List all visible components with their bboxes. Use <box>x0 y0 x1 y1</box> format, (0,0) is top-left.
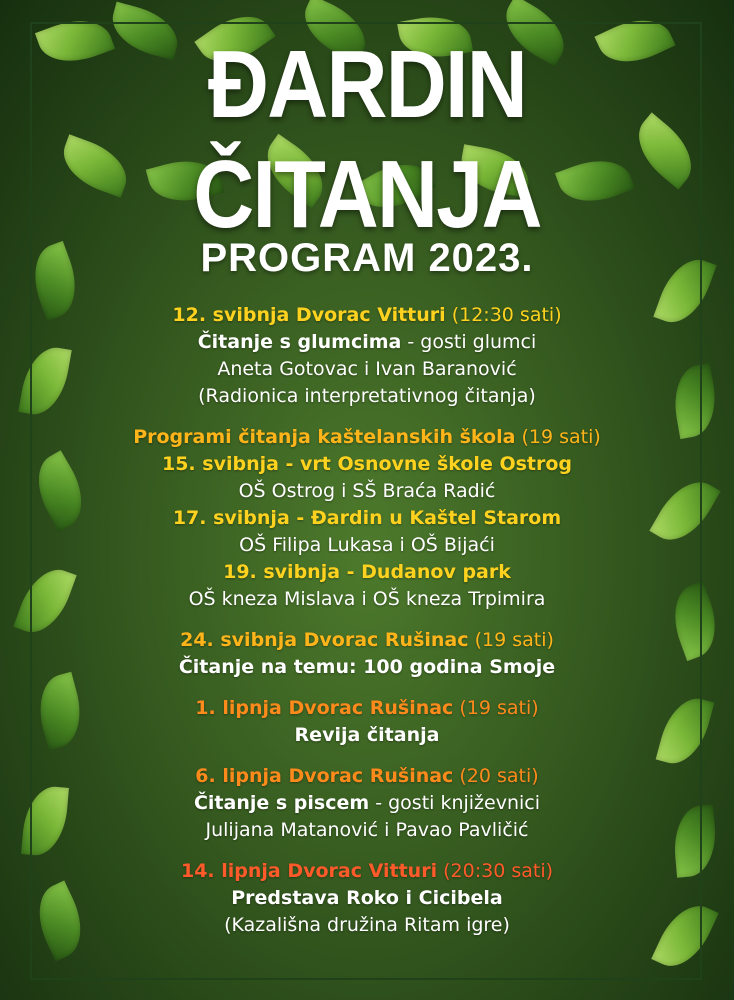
school-event-schools: OŠ Ostrog i SŠ Braća Radić <box>238 480 496 502</box>
event-item <box>100 858 634 939</box>
event-time: (12:30 sati) <box>445 304 562 326</box>
leaf-decoration <box>21 784 69 857</box>
event-activity-detail: - gosti glumci <box>401 331 537 353</box>
leaf-decoration <box>31 672 90 750</box>
leaf-decoration <box>651 895 719 976</box>
event-time: (20 sati) <box>453 765 539 787</box>
leaf-decoration <box>663 581 726 661</box>
event-date-venue: 1. lipnja Dvorac Rušinac <box>195 697 454 719</box>
leaf-decoration <box>26 880 94 961</box>
leaf-decoration <box>656 692 715 770</box>
leaf-decoration <box>18 343 72 419</box>
event-activity <box>100 790 634 817</box>
school-event-date: 15. svibnja - vrt Osnovne škole Ostrog <box>161 453 573 475</box>
event-time: (19 sati) <box>468 629 554 651</box>
school-event-date: 19. svibnja - Dudanov park <box>223 561 511 583</box>
event-guests: Aneta Gotovac i Ivan Baranović <box>217 358 517 380</box>
event-activity <box>100 329 634 356</box>
event-activity: Revija čitanja <box>294 724 440 746</box>
event-date-venue: 24. svibnja Dvorac Rušinac <box>180 629 469 651</box>
event-activity-title: Čitanje s glumcima <box>197 331 402 353</box>
event-time: (19 sati) <box>515 426 601 448</box>
event-date <box>100 695 634 722</box>
program-heading: PROGRAM 2023. <box>200 236 534 280</box>
event-activity: Predstava Roko i Cicibela <box>231 887 503 909</box>
event-date <box>100 763 634 790</box>
event-guests: Julijana Matanović i Pavao Pavličić <box>205 819 529 841</box>
event-activity-detail: - gosti književnici <box>369 792 541 814</box>
event-header-title: Programi čitanja kaštelanskih škola <box>133 426 516 448</box>
school-event-schools: OŠ kneza Mislava i OŠ kneza Trpimira <box>188 588 546 610</box>
school-event-date: 17. svibnja - Đardin u Kaštel Starom <box>172 507 562 529</box>
event-date <box>100 302 634 329</box>
event-item <box>100 302 634 410</box>
event-item <box>100 424 634 613</box>
event-note: (Kazališna družina Ritam igre) <box>224 914 510 936</box>
leaf-decoration <box>668 363 722 439</box>
event-time: (20:30 sati) <box>437 860 554 882</box>
event-date-venue: 12. svibnja Dvorac Vitturi <box>172 304 446 326</box>
event-date-venue: 6. lipnja Dvorac Rušinac <box>195 765 454 787</box>
school-event-schools: OŠ Filipa Lukasa i OŠ Bijaći <box>239 534 495 556</box>
event-item <box>100 695 634 749</box>
event-schedule <box>100 302 634 953</box>
event-header <box>100 424 634 451</box>
leaf-decoration <box>649 470 720 552</box>
event-note: (Radionica interpretativnog čitanja) <box>198 385 536 407</box>
leaf-decoration <box>13 561 76 641</box>
leaf-decoration <box>671 804 719 877</box>
event-activity: Čitanje na temu: 100 godina Smoje <box>178 656 556 678</box>
event-date-venue: 14. lipnja Dvorac Vitturi <box>180 860 438 882</box>
poster-title: ĐARDIN ČITANJA <box>193 31 541 248</box>
event-time: (19 sati) <box>453 697 539 719</box>
event-activity-title: Čitanje s piscem <box>193 792 370 814</box>
event-date <box>100 858 634 885</box>
event-date <box>100 627 634 654</box>
leaf-decoration <box>24 450 95 532</box>
event-item <box>100 763 634 844</box>
event-item <box>100 627 634 681</box>
